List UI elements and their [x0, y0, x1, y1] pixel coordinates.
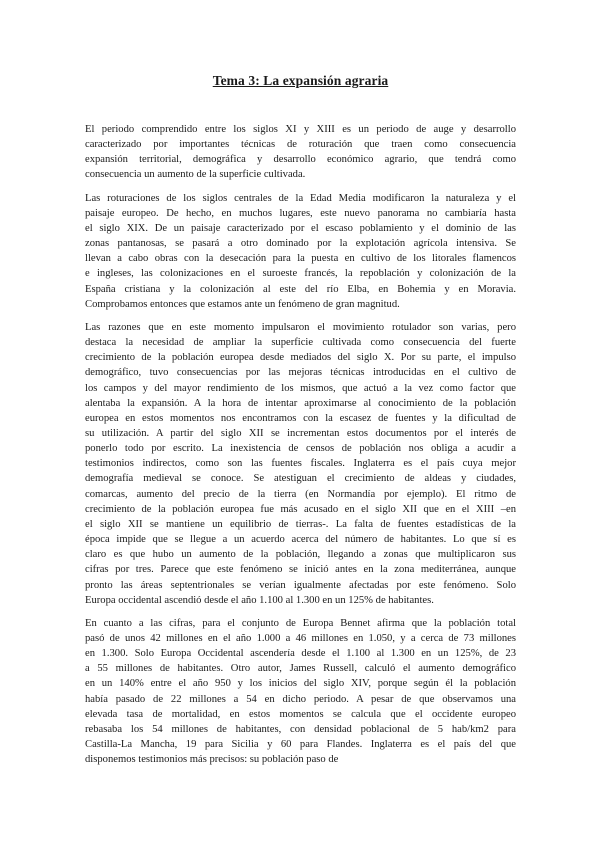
text-line: alentaba la expansión. A la hora de intentar aproximarse al conocimiento de la población — [85, 397, 516, 409]
text-line: cifras por tres. Parece que este fenómeno se inició antes en la zona mediterránea, aunque — [85, 564, 516, 576]
text-line: zonas pantanosas, se pasará a otro dominado por la explotación agrícola intensiva. Se — [85, 238, 516, 250]
text-line: su utilización. A partir del siglo XII se incrementan estos documentos por el interés de — [85, 427, 516, 439]
text-line: época impide que se llegue a un acuerdo acerca del número de habitantes. Lo que sí es — [85, 534, 516, 546]
document-page — [85, 0, 516, 848]
text-line: consecuencia un aumento de la superficie cultivada. — [85, 169, 306, 181]
text-line: elevada tasa de mortalidad, en estos momentos se calcula que el occidente europeo — [85, 708, 516, 720]
text-line: rebasaba los 54 millones de habitantes, con densidad poblacional de 5 hab/km2 para — [85, 723, 516, 735]
paragraph — [85, 191, 516, 312]
text-line: testimonios indirectos, como son las fuentes fiscales. Inglaterra es el país cuya mejor — [85, 458, 516, 470]
text-line: ponerlo todo por escrito. La inexistencia de censos de población nos obliga a acudir a — [85, 443, 516, 455]
document-body — [85, 122, 516, 775]
text-line: demografía medieval se conoce. Se atestiguan el crecimiento de aldeas y ciudades, — [85, 473, 516, 485]
text-line: Europa occidental ascendió desde el año 1.100 al 1.300 en un 125% de habitantes. — [85, 594, 434, 606]
text-line: a 55 millones de habitantes. Otro autor, James Russell, calculó el aumento demográfico — [85, 663, 516, 675]
text-line: e ingleses, las colonizaciones en el suroeste francés, la repoblación y colonización de la — [85, 268, 516, 280]
text-line: pasó de unos 42 millones en el año 1.000 a 46 millones en 1.050, y a cerca de 73 millones — [85, 633, 516, 644]
paragraph — [85, 122, 516, 183]
text-line: demográfico, tuvo consecuencias por las mejoras técnicas introducidas en el cultivo de — [85, 367, 516, 379]
text-line: expansión territorial, demográfica y desarrollo económico agrario, que tendrá como — [85, 154, 516, 166]
text-line: caracterizado por importantes técnicas de roturación que traen como consecuencia — [85, 139, 516, 151]
text-line: claro es que hubo un aumento de la población, llegando a zonas que multiplicaron sus — [85, 549, 516, 561]
text-line: el siglo XIX. De un paisaje caracterizado por el escaso poblamiento y el dominio de las — [85, 222, 516, 234]
text-line: disponemos testimonios más precisos: su población paso de — [85, 754, 339, 766]
text-line: crecimiento de la población europea desde mediados del siglo X. Por su parte, el impulso — [85, 352, 516, 364]
text-line: comarcas, aumento del precio de la tierra (en Normandía por ejemplo). El ritmo de — [85, 488, 516, 500]
paragraph — [85, 320, 516, 608]
text-line: paisaje europeo. De hecho, en muchos lugares, este nuevo panorama no cambiaría hasta — [85, 207, 516, 219]
text-line: Las razones que en este momento impulsaron el movimiento rotulador son varias, pero — [85, 321, 516, 333]
text-line: España cristiana y la colonización al este del río Elba, en Bohemia y en Moravia. — [85, 283, 516, 295]
text-line: pronto las áreas septentrionales se verían igualmente afectadas por este fenómeno. Solo — [85, 579, 516, 591]
text-line: en un 140% entre el año 950 y los inicios del siglo XIV, porque según él la población — [85, 678, 516, 690]
text-line: había pasado de 22 millones a 54 en dicho periodo. A pesar de que observamos una — [85, 693, 516, 705]
page-title: Tema 3: La expansión agraria — [212, 73, 389, 88]
text-line: en 1.300. Solo Europa Occidental ascendería desde el 1.100 al 1.300 en un 125%, de 23 — [85, 648, 516, 660]
text-line: En cuanto a las cifras, para el conjunto de Europa Bennet afirma que la población total — [85, 617, 516, 629]
text-line: Las roturaciones de los siglos centrales de la Edad Media modificaron la naturaleza y el — [85, 192, 516, 204]
text-line: Comprobamos entonces que estamos ante un fenómeno de gran magnitud. — [85, 298, 400, 310]
text-line: europea en estos momentos nos encontramos con la escasez de fuentes y la dificultad de — [85, 412, 516, 424]
text-line: llevan a cabo obras con la desecación para la puesta en cultivo de los litorales flamencos — [85, 253, 516, 265]
text-line: el siglo XII se mantiene un equilibrio de tierras-. La falta de fuentes estadísticas de la — [85, 518, 516, 530]
text-line: El periodo comprendido entre los siglos XI y XIII es un periodo de auge y desarrollo — [85, 124, 516, 135]
text-line: los campos y del mayor rendimiento de los mismos, que actuó a la vez como factor que — [85, 382, 516, 394]
paragraph — [85, 616, 516, 768]
text-line: crecimiento de la población europea fue más acusado en el siglo XII que en el XIII –en — [85, 503, 516, 515]
text-line: Castilla-La Mancha, 19 para Sicilia y 60 para Flandes. Inglaterra es el país del que — [85, 739, 516, 751]
text-line: destaca la necesidad de ampliar la superficie cultivada como consecuencia del fuerte — [85, 337, 516, 349]
